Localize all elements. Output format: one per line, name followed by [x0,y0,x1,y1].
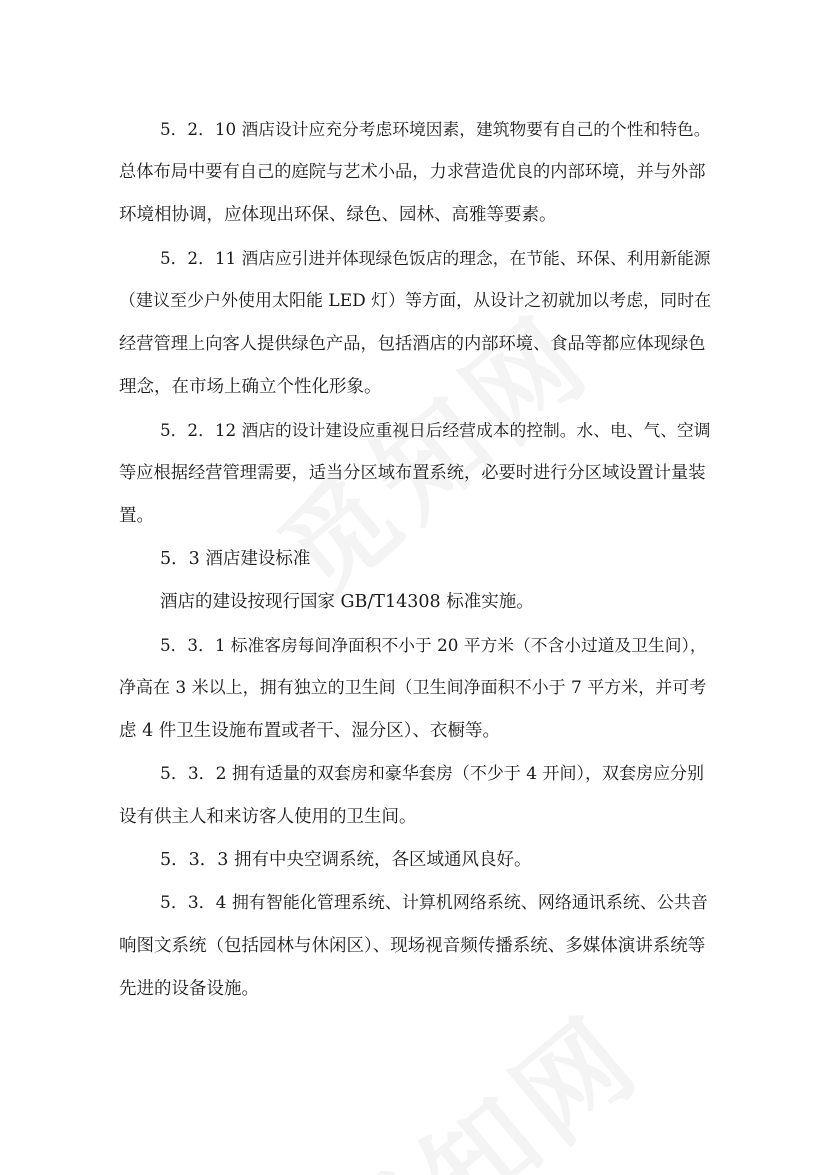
text-line: 先进的设备设施。 [119,979,259,999]
text-line: 酒店的建设按现行国家 GB/T14308 标准实施。 [160,592,534,612]
section-heading-5-3 [119,538,711,581]
text-line: 设有供主人和来访客人使用的卫生间。 [119,807,417,827]
text-line: 经营管理上向客人提供绿色产品，包括酒店的内部环境、食品等都应体现绿色 [119,334,706,354]
paragraph-5-3-1 [119,624,711,753]
document-body [119,108,711,1011]
text-line: 净高在 3 米以上，拥有独立的卫生间（卫生间净面积不小于 7 平方米，并可考 [119,678,707,698]
paragraph-standard [119,581,711,624]
text-line: 环境相协调，应体现出环保、绿色、园林、高雅等要素。 [119,205,557,225]
text-line: 理念，在市场上确立个性化形象。 [119,377,382,397]
paragraph-5-2-10 [119,108,711,237]
section-heading: 5．3 酒店建设标准 [160,549,311,569]
text-line: 总体布局中要有自己的庭院与艺术小品，力求营造优良的内部环境，并与外部 [119,162,706,182]
text-line: 5．2．10 酒店设计应充分考虑环境因素，建筑物要有自己的个性和特色。 [160,119,711,139]
text-line: （建议至少户外使用太阳能 LED 灯）等方面，从设计之初就加以考虑，同时在 [119,291,712,311]
text-line: 等应根据经营管理需要，适当分区域布置系统，必要时进行分区域设置计量装 [119,463,706,483]
text-line: 5．3．3 拥有中央空调系统，各区域通风良好。 [160,850,532,870]
text-line: 5．3．4 拥有智能化管理系统、计算机网络系统、网络通讯系统、公共音 [160,893,708,913]
paragraph-5-3-2 [119,753,711,839]
paragraph-5-2-12 [119,409,711,538]
text-line: 虑 4 件卫生设施布置或者干、湿分区）、衣橱等。 [119,721,501,741]
text-line: 5．3．2 拥有适量的双套房和豪华套房（不少于 4 开间），双套房应分别 [160,764,704,784]
text-line: 置。 [119,506,154,526]
paragraph-5-3-3 [119,839,711,882]
text-line: 5．2．11 酒店应引进并体现绿色饭店的理念，在节能、环保、利用新能源 [160,248,711,268]
text-line: 响图文系统（包括园林与休闲区）、现场视音频传播系统、多媒体演讲系统等 [119,936,706,956]
paragraph-5-3-4 [119,882,711,1011]
paragraph-5-2-11 [119,237,711,409]
text-line: 5．3．1 标准客房每间净面积不小于 20 平方米（不含小过道及卫生间）， [160,635,707,655]
text-line: 5．2．12 酒店的设计建设应重视日后经营成本的控制。水、电、气、空调 [160,420,711,440]
